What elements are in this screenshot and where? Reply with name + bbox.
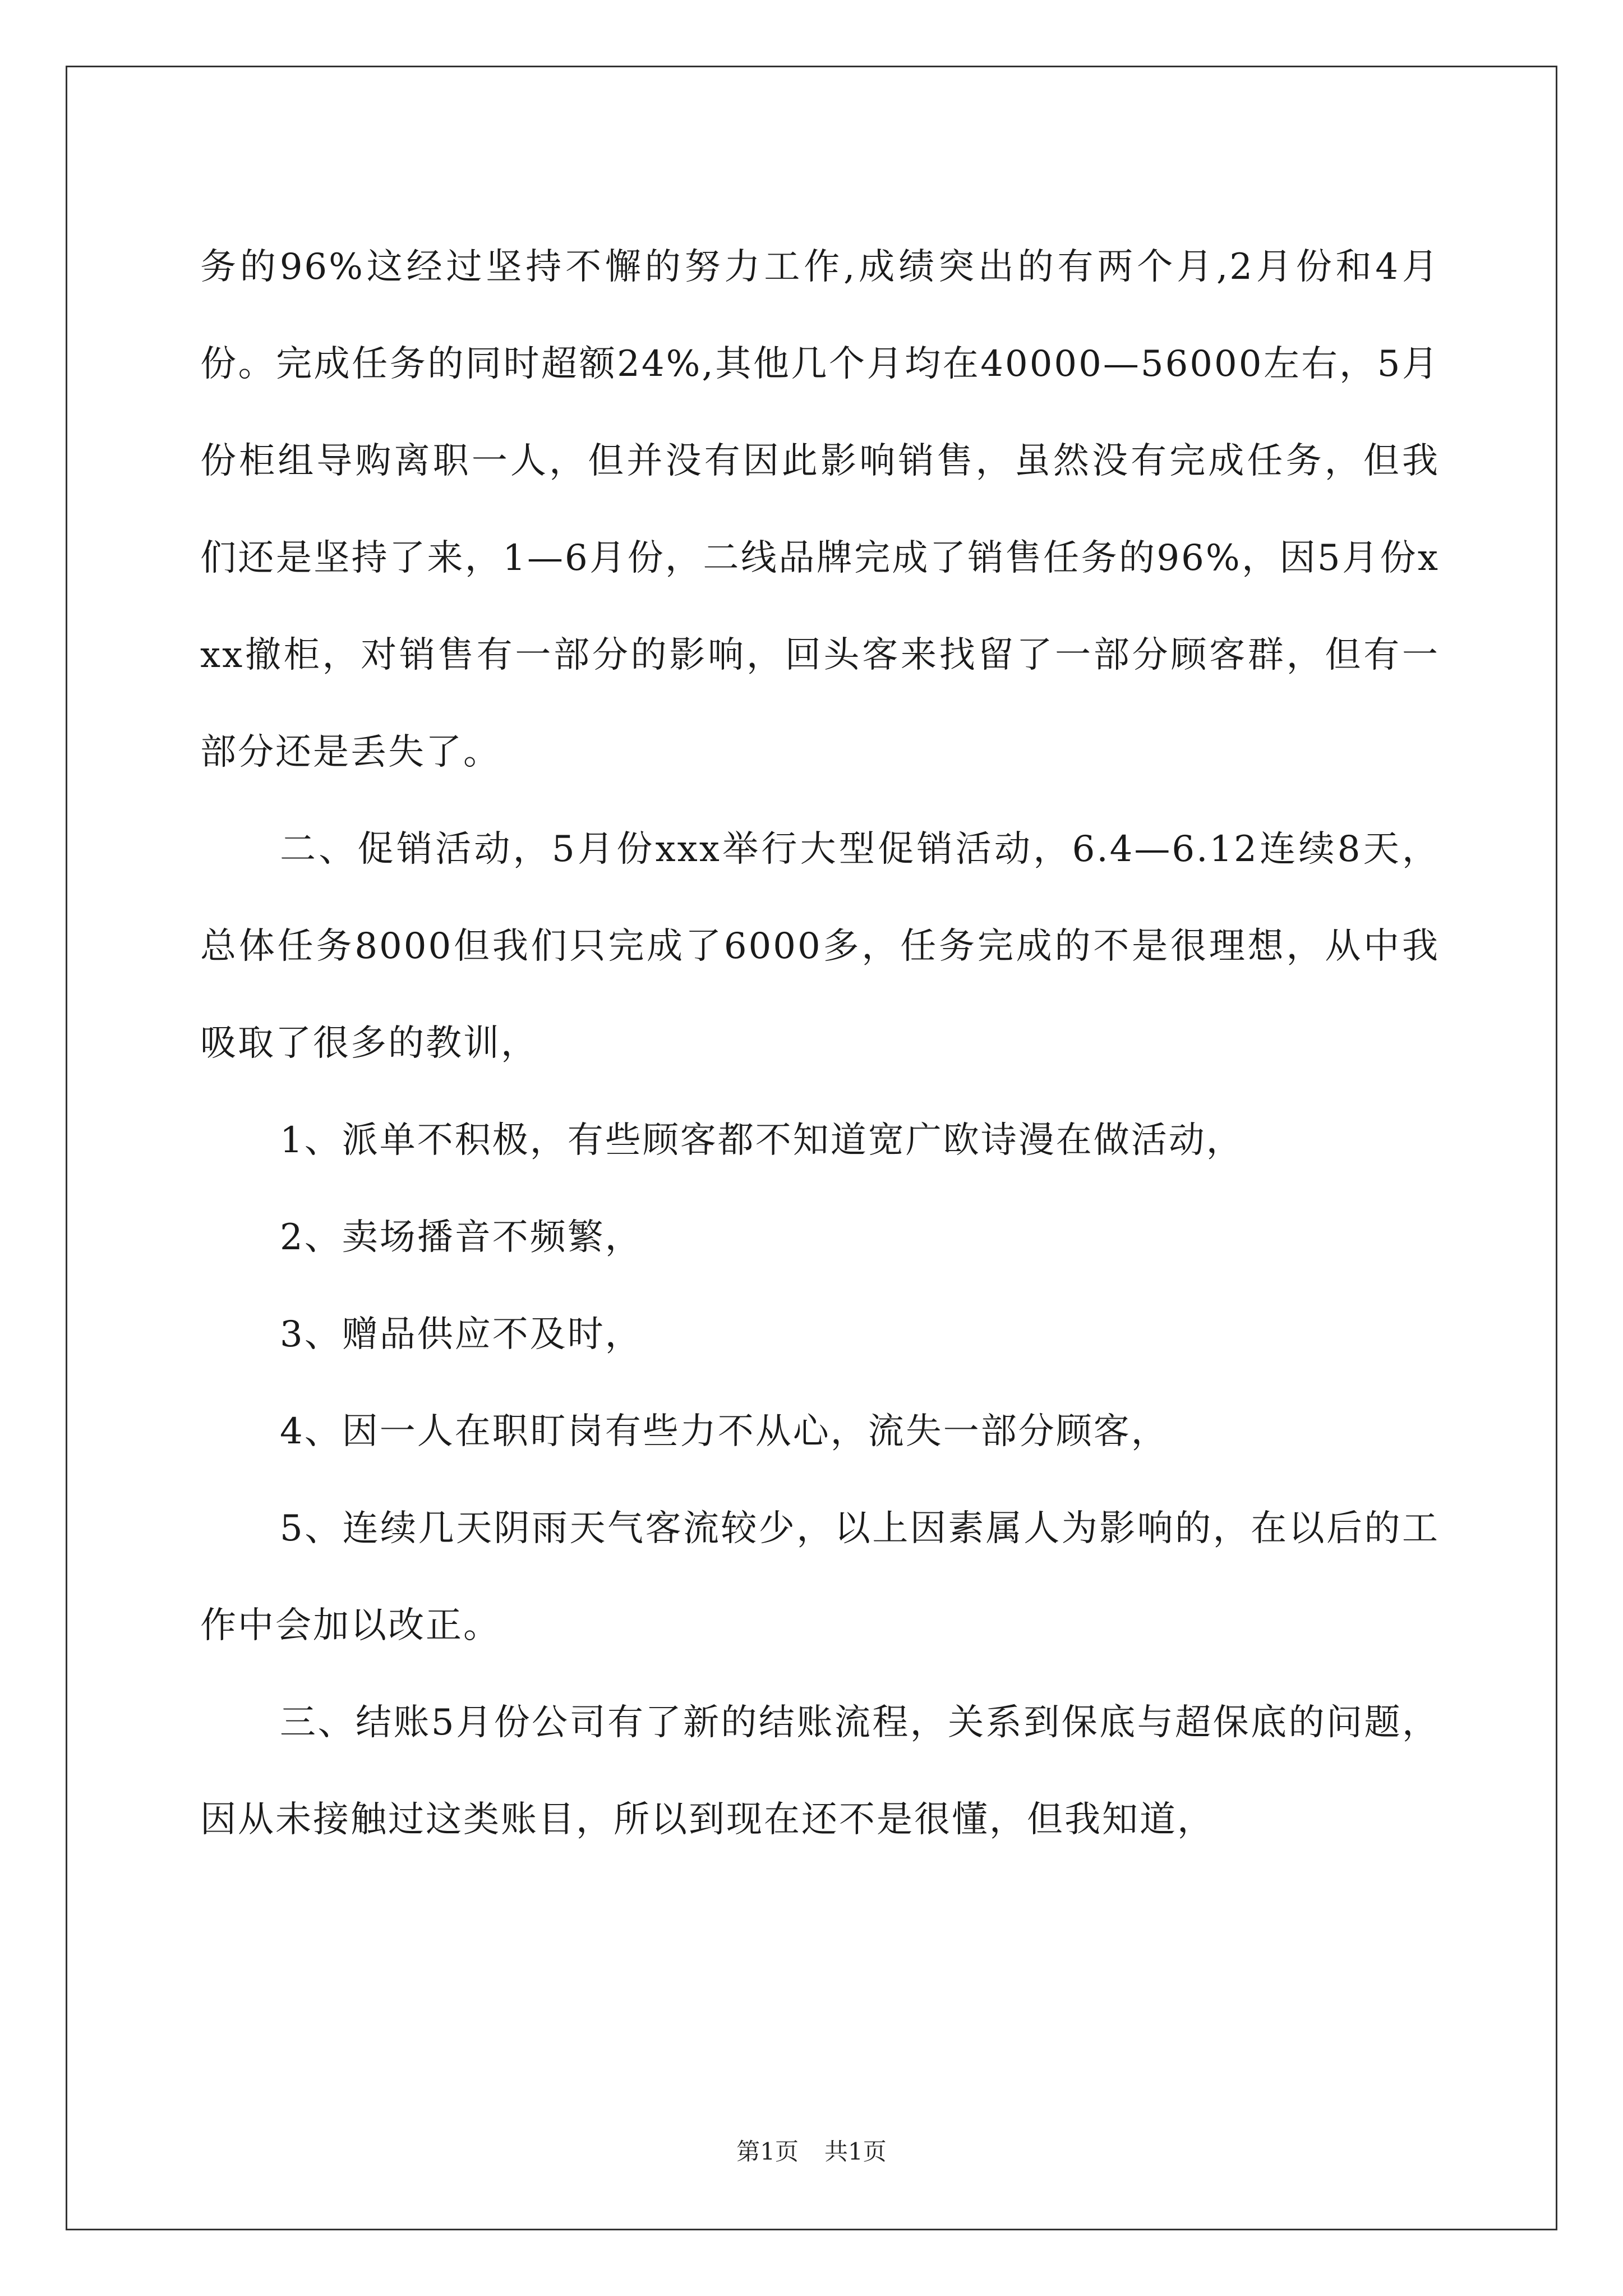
page-footer xyxy=(0,2136,1623,2168)
document-body xyxy=(200,219,1440,1869)
paragraph-6: 4、因一人在职盯岗有些力不从心，流失一部分顾客， xyxy=(280,1411,1169,1452)
paragraph-3: 1、派单不积极，有些顾客都不知道宽广欧诗漫在做活动， xyxy=(280,1120,1244,1161)
paragraph-2: 二、促销活动，5月份xxx举行大型促销活动，6.4—6.12连续8天，总体任务8000但我们只完成了6000多，任务完成的不是很理想，从中我吸取了很多的教训， xyxy=(200,829,1440,1064)
paragraph-4: 2、卖场播音不频繁， xyxy=(280,1217,643,1258)
paragraph-5: 3、赠品供应不及时， xyxy=(280,1314,643,1355)
paragraph-7: 5、连续几天阴雨天气客流较少，以上因素属人为影响的，在以后的工作中会加以改正。 xyxy=(200,1508,1440,1646)
page-total: 共1页 xyxy=(824,2138,887,2165)
paragraph-8: 三、结账5月份公司有了新的结账流程，关系到保底与超保底的问题，因从未接触过这类账目，所以到现在还不是很懂，但我知道， xyxy=(200,1702,1440,1841)
page-number: 第1页 xyxy=(736,2138,799,2165)
paragraph-1: 务的96%这经过坚持不懈的努力工作,成绩突出的有两个月,2月份和4月份。完成任务的同时超额24%,其他几个月均在40000—56000左右，5月份柜组导购离职一人，但并没有因此影响销售，虽然没有完成任务，但我们还是坚持了来，1—6月份，二线品牌完成了销售任务的96%，因5月份xxx撤柜，对销售有一部分的影响，回头客来找留了一部分顾客群，但有一部分还是丢失了。 xyxy=(200,246,1440,773)
